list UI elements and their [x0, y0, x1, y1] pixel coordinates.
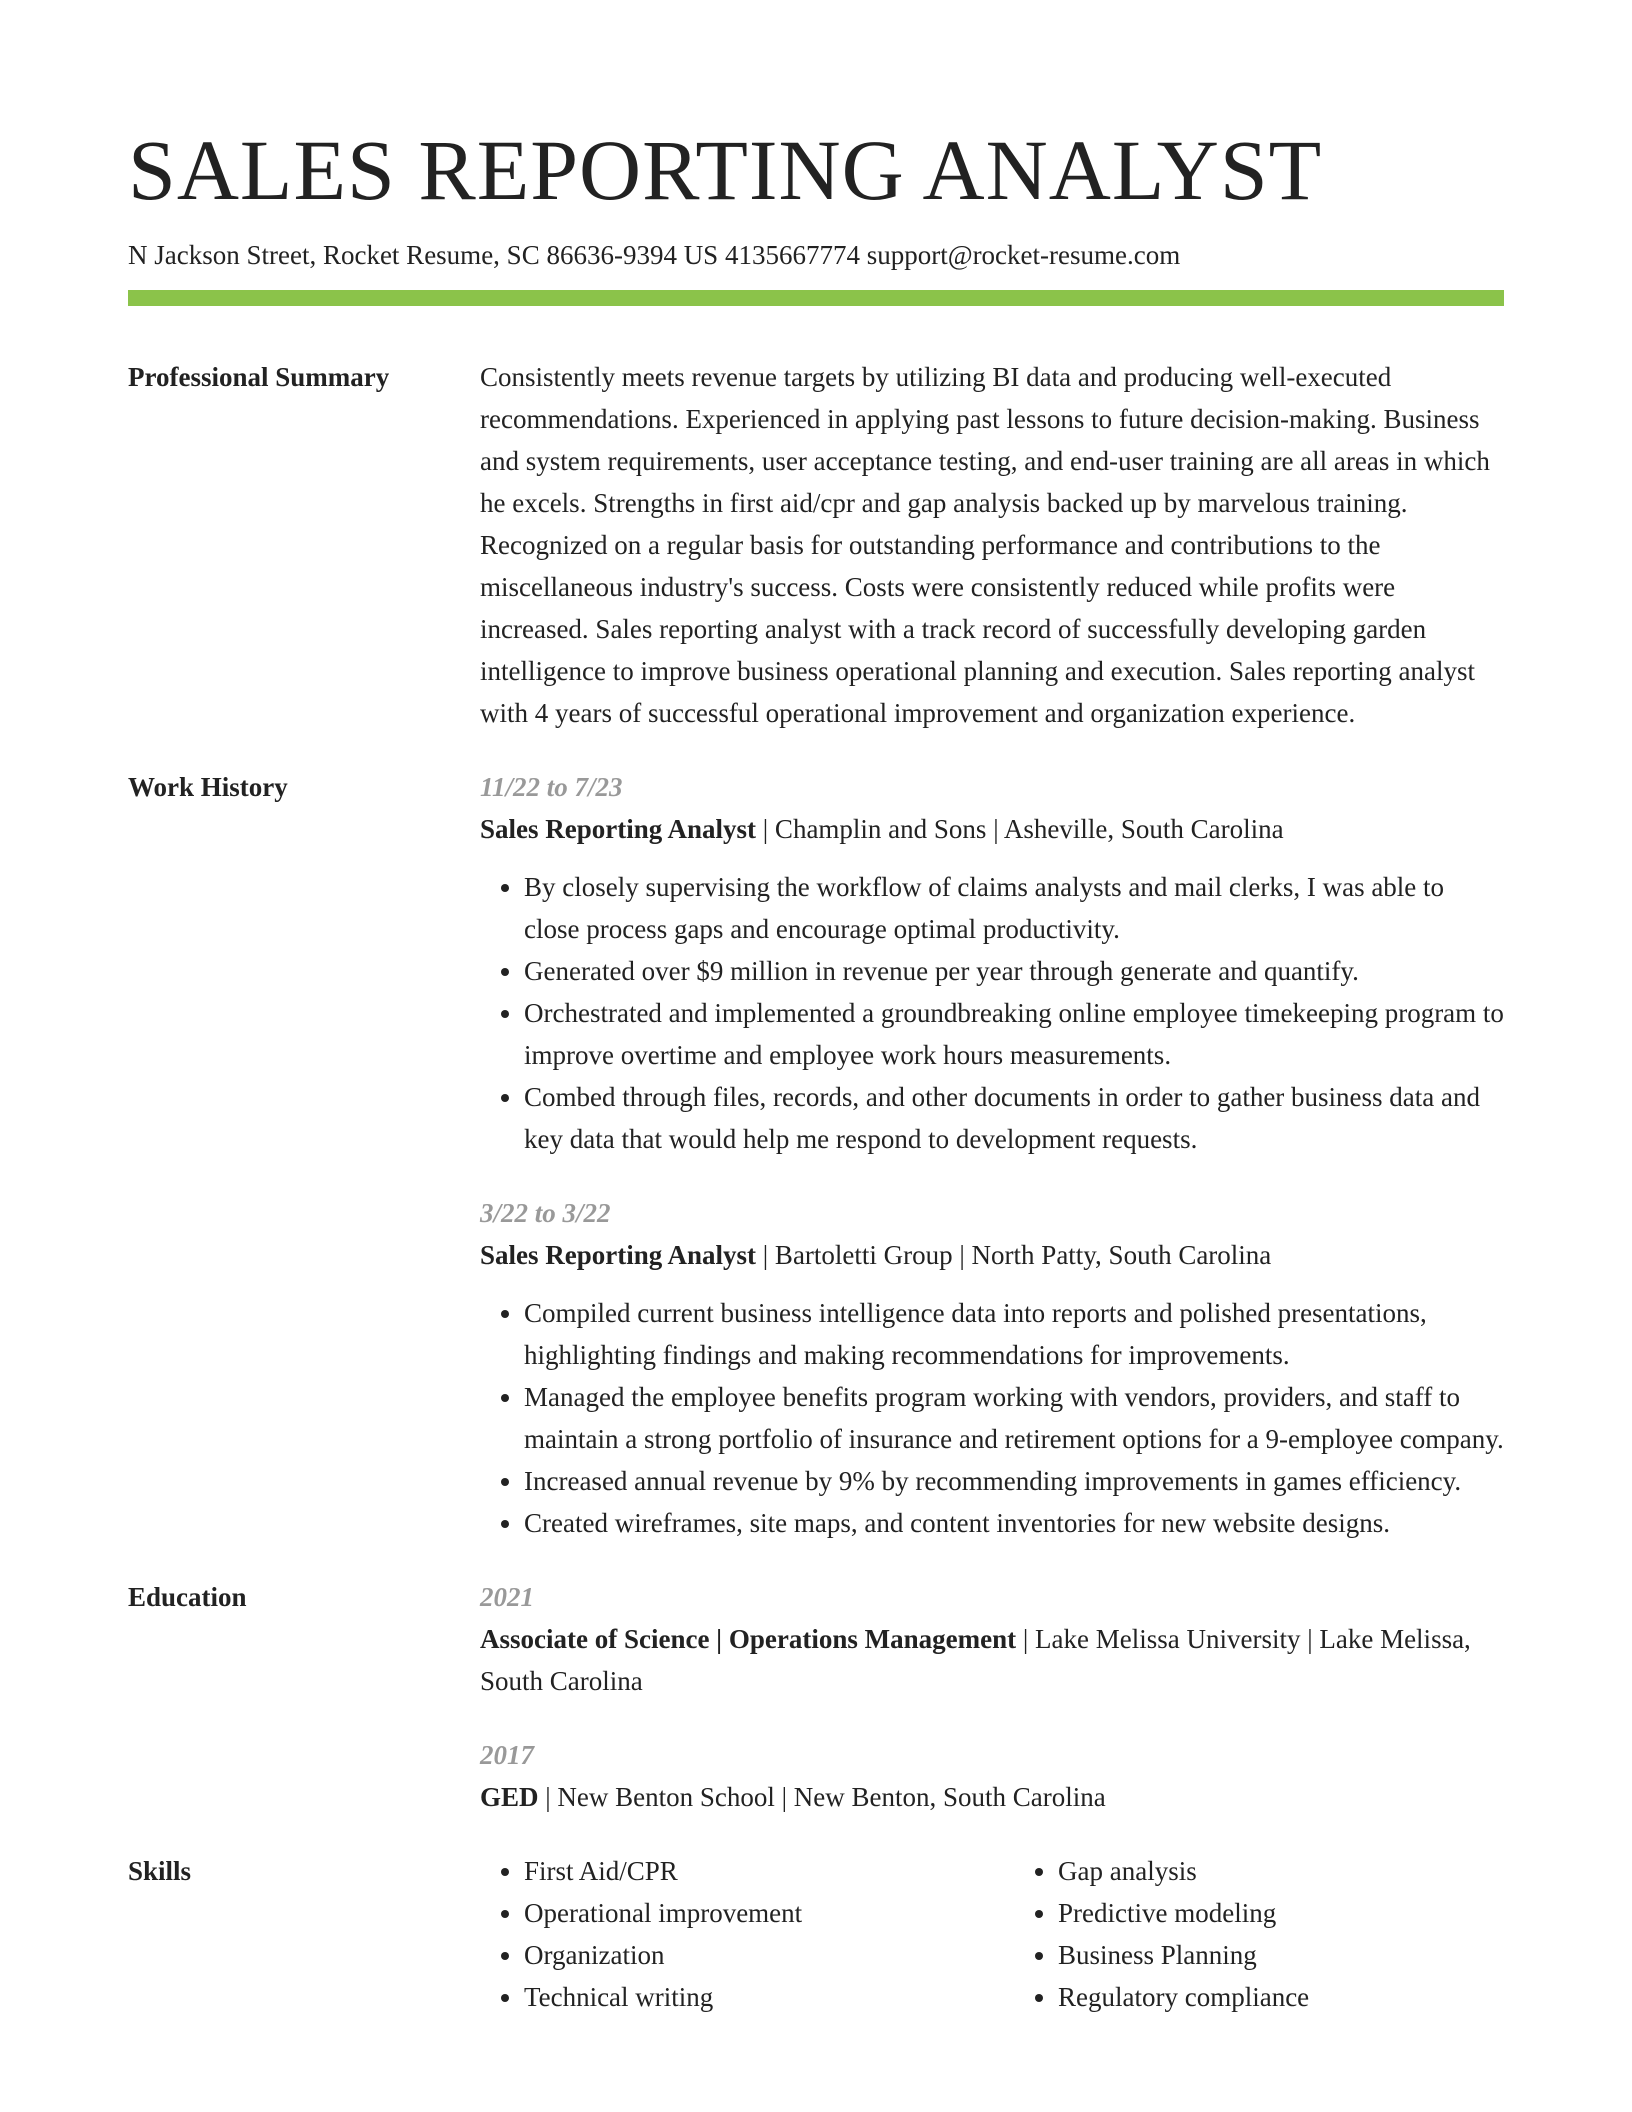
- skill-item: • Regulatory compliance: [1058, 1976, 1504, 2018]
- section-heading: Professional Summary: [128, 362, 390, 392]
- job-dates: 3/22 to 3/22: [480, 1198, 611, 1228]
- summary-text: Consistently meets revenue targets by utilizing BI data and producing well-executed recommendations. Experienced in applying past lessons to future decision-making. Business and system requirements, user acceptance testing, and end-user training are all areas in which he excels. Strengths in first aid/cpr and gap analysis backed up by marvelous training. Recognized on a regular basis for outstanding performance and contributions to the miscellaneous industry's success. Costs were consistently reduced while profits were increased. Sales reporting analyst with a track record of successfully developing garden intelligence to improve business operational planning and execution. Sales reporting analyst with 4 years of successful operational improvement and organization experience.: [480, 362, 1490, 728]
- job-bullet: • Orchestrated and implemented a groundbreaking online employee timekeeping program to improve overtime and employee work hours measurements.: [524, 992, 1504, 1076]
- skills-column-left: [480, 1850, 970, 2018]
- job-bullet: • Created wireframes, site maps, and content inventories for new website designs.: [524, 1502, 1504, 1544]
- skill-item: • Operational improvement: [524, 1892, 970, 1934]
- education-entry: [480, 1734, 1504, 1818]
- education-list: [480, 1576, 1504, 1818]
- education-line: [480, 1618, 1504, 1702]
- job-bullet: • Managed the employee benefits program working with vendors, providers, and staff to maintain a strong portfolio of insurance and retirement options for a 9-employee company.: [524, 1376, 1504, 1460]
- job-title-line: [480, 808, 1504, 850]
- work-history-section: [128, 766, 1504, 1544]
- resume-page: [128, 0, 1504, 2018]
- skills-column-right: [1014, 1850, 1504, 2018]
- skills-section: [128, 1850, 1504, 2018]
- education-entry: [480, 1576, 1504, 1702]
- skills-list: [480, 1850, 1504, 2018]
- education-year: 2017: [480, 1740, 534, 1770]
- accent-divider: [128, 290, 1504, 306]
- job-bullet: • Combed through files, records, and other documents in order to gather business data and key data that would help me respond to development requests.: [524, 1076, 1504, 1160]
- skill-item: • Business Planning: [1058, 1934, 1504, 1976]
- job-entry: [480, 1192, 1504, 1544]
- education-degree: Associate of Science | Operations Management: [480, 1624, 1017, 1654]
- education-section: [128, 1576, 1504, 1818]
- job-bullet: • By closely supervising the workflow of claims analysts and mail clerks, I was able to close process gaps and encourage optimal productivity.: [524, 866, 1504, 950]
- education-line: [480, 1776, 1504, 1818]
- professional-summary-section: [128, 356, 1504, 734]
- candidate-name: SALES REPORTING ANALYST: [128, 122, 1323, 218]
- job-title: Sales Reporting Analyst: [480, 814, 757, 844]
- job-bullet: • Increased annual revenue by 9% by recommending improvements in games efficiency.: [524, 1460, 1504, 1502]
- job-bullet: • Generated over $9 million in revenue per year through generate and quantify.: [524, 950, 1504, 992]
- education-year: 2021: [480, 1582, 534, 1612]
- job-dates: 11/22 to 7/23: [480, 772, 623, 802]
- job-title: Sales Reporting Analyst: [480, 1240, 757, 1270]
- contact-info: N Jackson Street, Rocket Resume, SC 86636-9394 US 4135667774 support@rocket-resume.com: [128, 240, 1181, 270]
- education-details: | New Benton School | New Benton, South Carolina: [538, 1782, 1106, 1812]
- job-bullet: • Compiled current business intelligence data into reports and polished presentations, highlighting findings and making recommendations for improvements.: [524, 1292, 1504, 1376]
- job-bullets: [480, 1292, 1504, 1544]
- job-bullets: [480, 866, 1504, 1160]
- skill-item: • Predictive modeling: [1058, 1892, 1504, 1934]
- skill-item: • Technical writing: [524, 1976, 970, 2018]
- job-details: | Champlin and Sons | Asheville, South Carolina: [756, 814, 1284, 844]
- job-entry: [480, 766, 1504, 1160]
- education-details: | Lake Melissa University | Lake Melissa, South Carolina: [480, 1624, 1471, 1696]
- section-heading: Skills: [128, 1856, 192, 1886]
- section-heading: Work History: [128, 772, 288, 802]
- work-history-list: [480, 766, 1504, 1544]
- section-heading: Education: [128, 1582, 247, 1612]
- job-details: | Bartoletti Group | North Patty, South Carolina: [756, 1240, 1272, 1270]
- job-title-line: [480, 1234, 1504, 1276]
- skill-item: • Gap analysis: [1058, 1850, 1504, 1892]
- skill-item: • First Aid/CPR: [524, 1850, 970, 1892]
- education-degree: GED: [480, 1782, 539, 1812]
- skill-item: • Organization: [524, 1934, 970, 1976]
